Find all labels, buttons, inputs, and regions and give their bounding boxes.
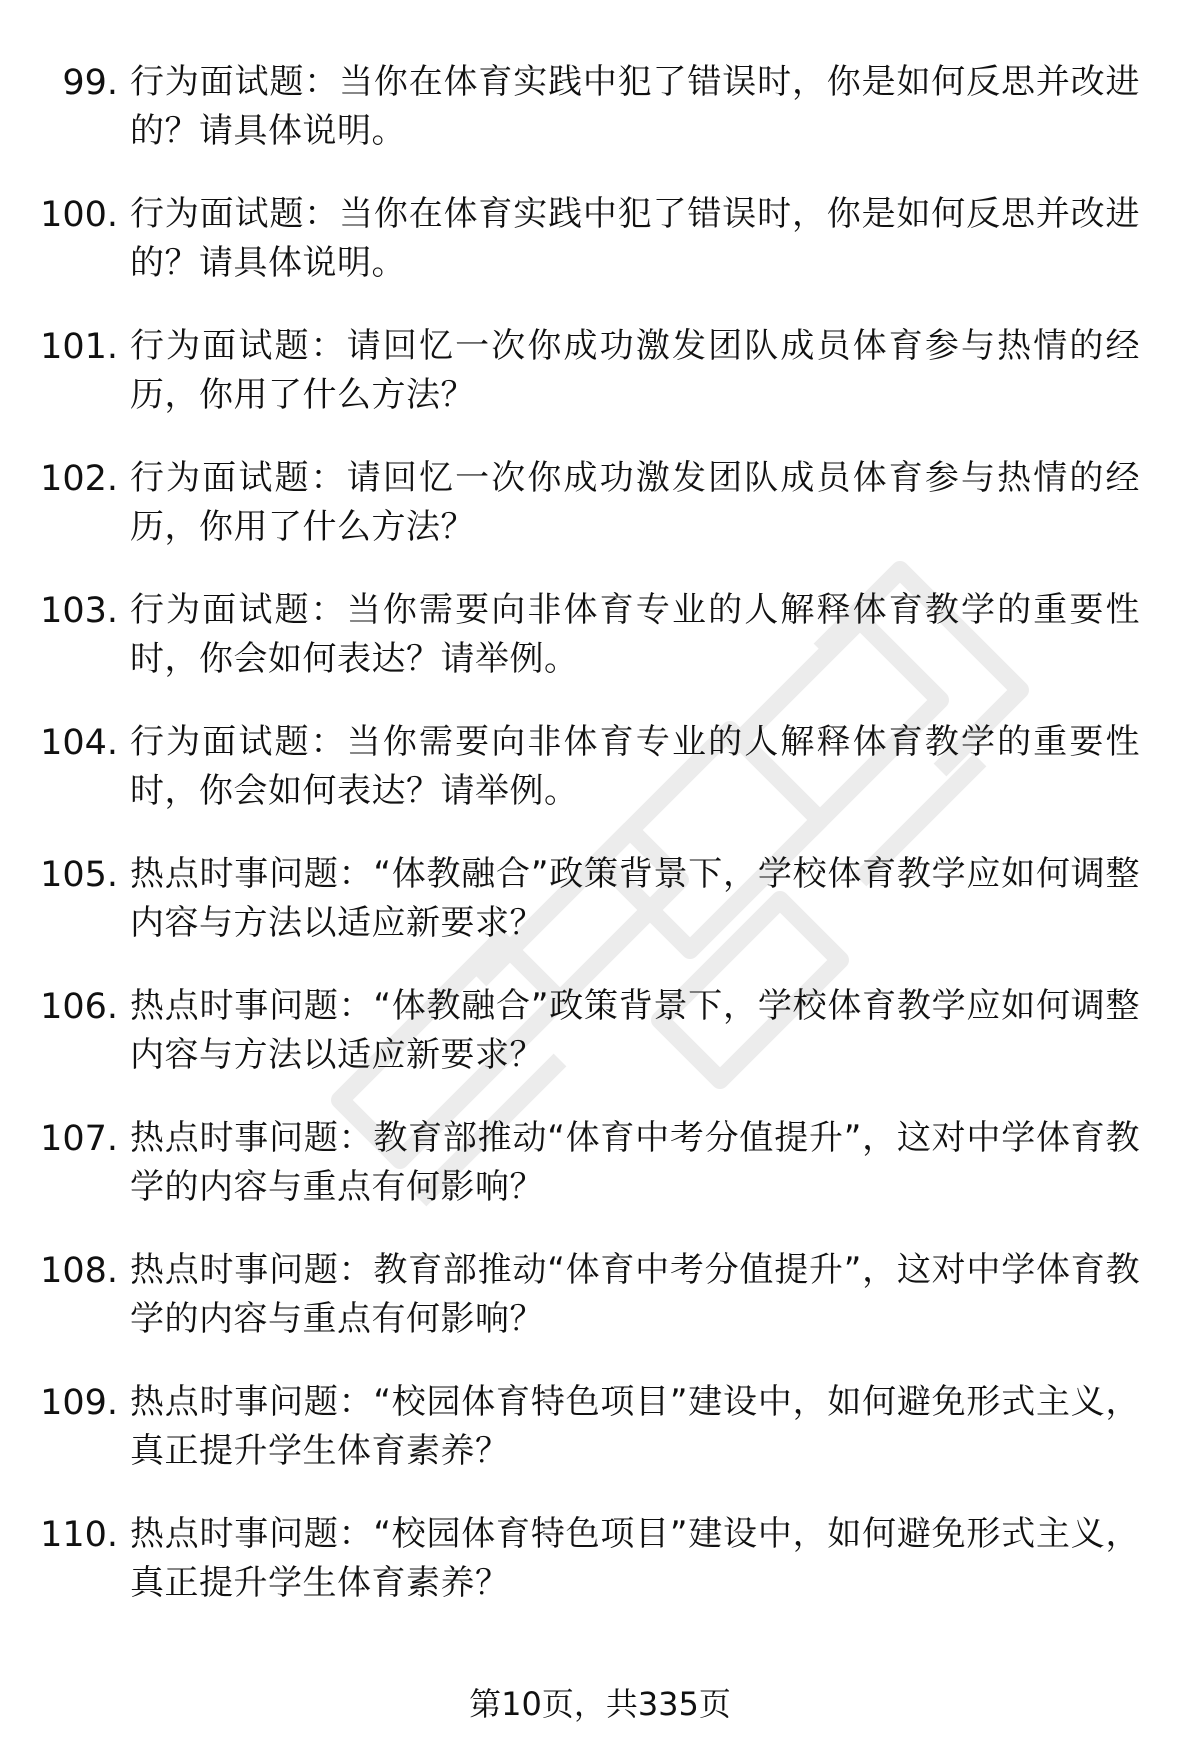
question-number: 103. <box>40 591 118 631</box>
list-item <box>0 718 1200 850</box>
question-number: 102. <box>40 459 118 499</box>
question-text: 行为面试题：当你需要向非体育专业的人解释体育教学的重要性时，你会如何表达？请举例。 <box>130 722 1140 811</box>
list-item <box>0 850 1200 982</box>
question-number: 105. <box>40 855 118 895</box>
list-item <box>0 586 1200 718</box>
question-number: 109. <box>40 1383 118 1423</box>
question-number: 101. <box>40 327 118 367</box>
question-number: 108. <box>40 1251 118 1291</box>
question-text: 热点时事问题：“体教融合”政策背景下，学校体育教学应如何调整内容与方法以适应新要求？ <box>130 986 1140 1075</box>
question-text: 行为面试题：请回忆一次你成功激发团队成员体育参与热情的经历，你用了什么方法？ <box>130 326 1140 415</box>
question-text: 热点时事问题：“校园体育特色项目”建设中，如何避免形式主义，真正提升学生体育素养？ <box>130 1514 1140 1603</box>
question-number: 104. <box>40 723 118 763</box>
page-footer: 第10页，共335页 <box>469 1685 731 1723</box>
question-number: 99. <box>62 63 118 103</box>
question-text: 行为面试题：当你在体育实践中犯了错误时，你是如何反思并改进的？请具体说明。 <box>130 62 1140 151</box>
list-item <box>0 1246 1200 1378</box>
list-item <box>0 58 1200 190</box>
list-item <box>0 1510 1200 1642</box>
question-list <box>0 58 1200 1642</box>
question-text: 热点时事问题：“校园体育特色项目”建设中，如何避免形式主义，真正提升学生体育素养？ <box>130 1382 1140 1471</box>
question-text: 行为面试题：请回忆一次你成功激发团队成员体育参与热情的经历，你用了什么方法？ <box>130 458 1140 547</box>
list-item <box>0 454 1200 586</box>
list-item <box>0 322 1200 454</box>
question-text: 热点时事问题：“体教融合”政策背景下，学校体育教学应如何调整内容与方法以适应新要求？ <box>130 854 1140 943</box>
question-text: 热点时事问题：教育部推动“体育中考分值提升”，这对中学体育教学的内容与重点有何影响？ <box>130 1250 1140 1339</box>
question-text: 行为面试题：当你在体育实践中犯了错误时，你是如何反思并改进的？请具体说明。 <box>130 194 1140 283</box>
question-text: 热点时事问题：教育部推动“体育中考分值提升”，这对中学体育教学的内容与重点有何影响？ <box>130 1118 1140 1207</box>
list-item <box>0 1114 1200 1246</box>
list-item <box>0 982 1200 1114</box>
question-number: 106. <box>40 987 118 1027</box>
list-item <box>0 190 1200 322</box>
question-number: 107. <box>40 1119 118 1159</box>
question-number: 110. <box>40 1515 118 1555</box>
list-item <box>0 1378 1200 1510</box>
question-text: 行为面试题：当你需要向非体育专业的人解释体育教学的重要性时，你会如何表达？请举例。 <box>130 590 1140 679</box>
question-number: 100. <box>40 195 118 235</box>
